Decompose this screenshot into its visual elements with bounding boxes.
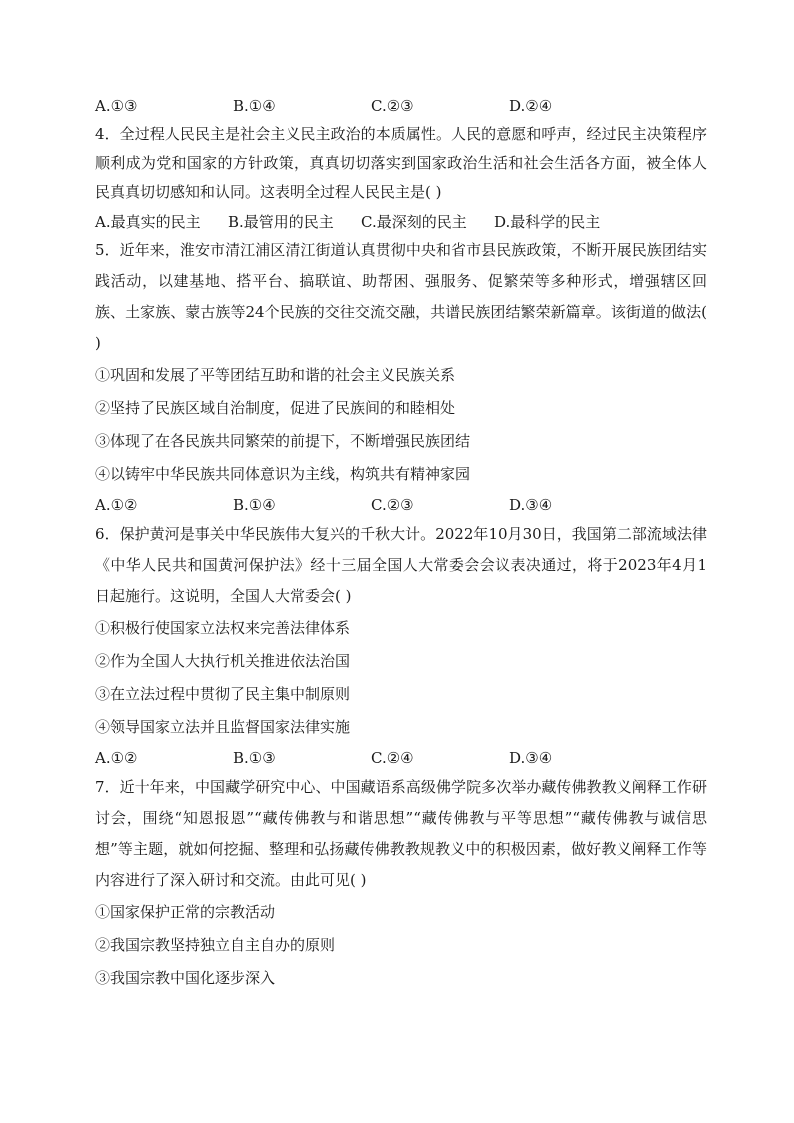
q5-item-1: ①巩固和发展了平等团结互助和谐的社会主义民族关系 <box>95 366 456 384</box>
q3-options <box>95 92 707 120</box>
q6-options <box>95 744 707 772</box>
q5-stem: 5．近年来，淮安市清江浦区清江街道认真贯彻中央和省市县民族政策，不断开展民族团结实践活动，以建基地、搭平台、搞联谊、助帮困、强服务、促繁荣等多种形式，增强辖区回族、土家族、蒙古族等24个民族的交往交流交融，共谱民族团结繁荣新篇章。该街道的做法( ) <box>95 241 707 352</box>
q7-item-3: ③我国宗教中国化逐步深入 <box>95 969 276 987</box>
option-b[interactable]: B.①③ <box>233 749 276 767</box>
q4-stem: 4．全过程人民民主是社会主义民主政治的本质属性。人民的意愿和呼声，经过民主决策程序顺利成为党和国家的方针政策，真真切切落实到国家政治生活和社会生活各方面，被全体人民真真切切感知和认同。这表明全过程人民民主是( ) <box>95 125 707 201</box>
q6-item-2: ②作为全国人大执行机关推进依法治国 <box>95 652 351 670</box>
option-d[interactable]: D.③④ <box>509 496 553 514</box>
q4-options <box>95 207 707 235</box>
option-c[interactable]: C.②③ <box>371 496 414 514</box>
option-b[interactable]: B.最管用的民主 <box>228 212 334 231</box>
option-d[interactable]: D.最科学的民主 <box>494 212 601 231</box>
option-a[interactable]: A.①③ <box>95 97 138 115</box>
option-c[interactable]: C.最深刻的民主 <box>361 212 467 231</box>
option-b[interactable]: B.①④ <box>233 496 276 514</box>
q7-stem: 7．近十年来，中国藏学研究中心、中国藏语系高级佛学院多次举办藏传佛教教义阐释工作研讨会，围绕“知恩报恩”“藏传佛教与和谐思想”“藏传佛教与平等思想”“藏传佛教与诚信思想”等主题，就如何挖掘、整理和弘扬藏传佛教教规教义中的积极因素，做好教义阐释工作等内容进行了深入研讨和交流。由此可见( ) <box>95 778 707 889</box>
q6-item-3: ③在立法过程中贯彻了民主集中制原则 <box>95 685 351 703</box>
option-c[interactable]: C.②③ <box>371 97 414 115</box>
option-a[interactable]: A.最真实的民主 <box>95 212 201 231</box>
q6-stem: 6．保护黄河是事关中华民族伟大复兴的千秋大计。2022年10月30日，我国第二部流域法律《中华人民共和国黄河保护法》经十三届全国人大常委会会议表决通过，将于2023年4月1日起施行。这说明，全国人大常委会( ) <box>95 525 707 605</box>
q5-options <box>95 491 707 519</box>
option-c[interactable]: C.②④ <box>371 749 414 767</box>
option-b[interactable]: B.①④ <box>233 97 276 115</box>
q6-item-1: ①积极行使国家立法权来完善法律体系 <box>95 619 351 637</box>
q5-item-2: ②坚持了民族区域自治制度，促进了民族间的和睦相处 <box>95 399 456 417</box>
option-d[interactable]: D.②④ <box>509 97 553 115</box>
option-d[interactable]: D.③④ <box>509 749 553 767</box>
option-a[interactable]: A.①② <box>95 749 138 767</box>
q5-item-3: ③体现了在各民族共同繁荣的前提下，不断增强民族团结 <box>95 432 471 450</box>
exam-page <box>95 92 707 995</box>
q6-item-4: ④领导国家立法并且监督国家法律实施 <box>95 718 351 736</box>
q7-item-1: ①国家保护正常的宗教活动 <box>95 903 276 921</box>
q7-item-2: ②我国宗教坚持独立自主自办的原则 <box>95 936 336 954</box>
q5-item-4: ④以铸牢中华民族共同体意识为主线，构筑共有精神家园 <box>95 465 471 483</box>
option-a[interactable]: A.①② <box>95 496 138 514</box>
